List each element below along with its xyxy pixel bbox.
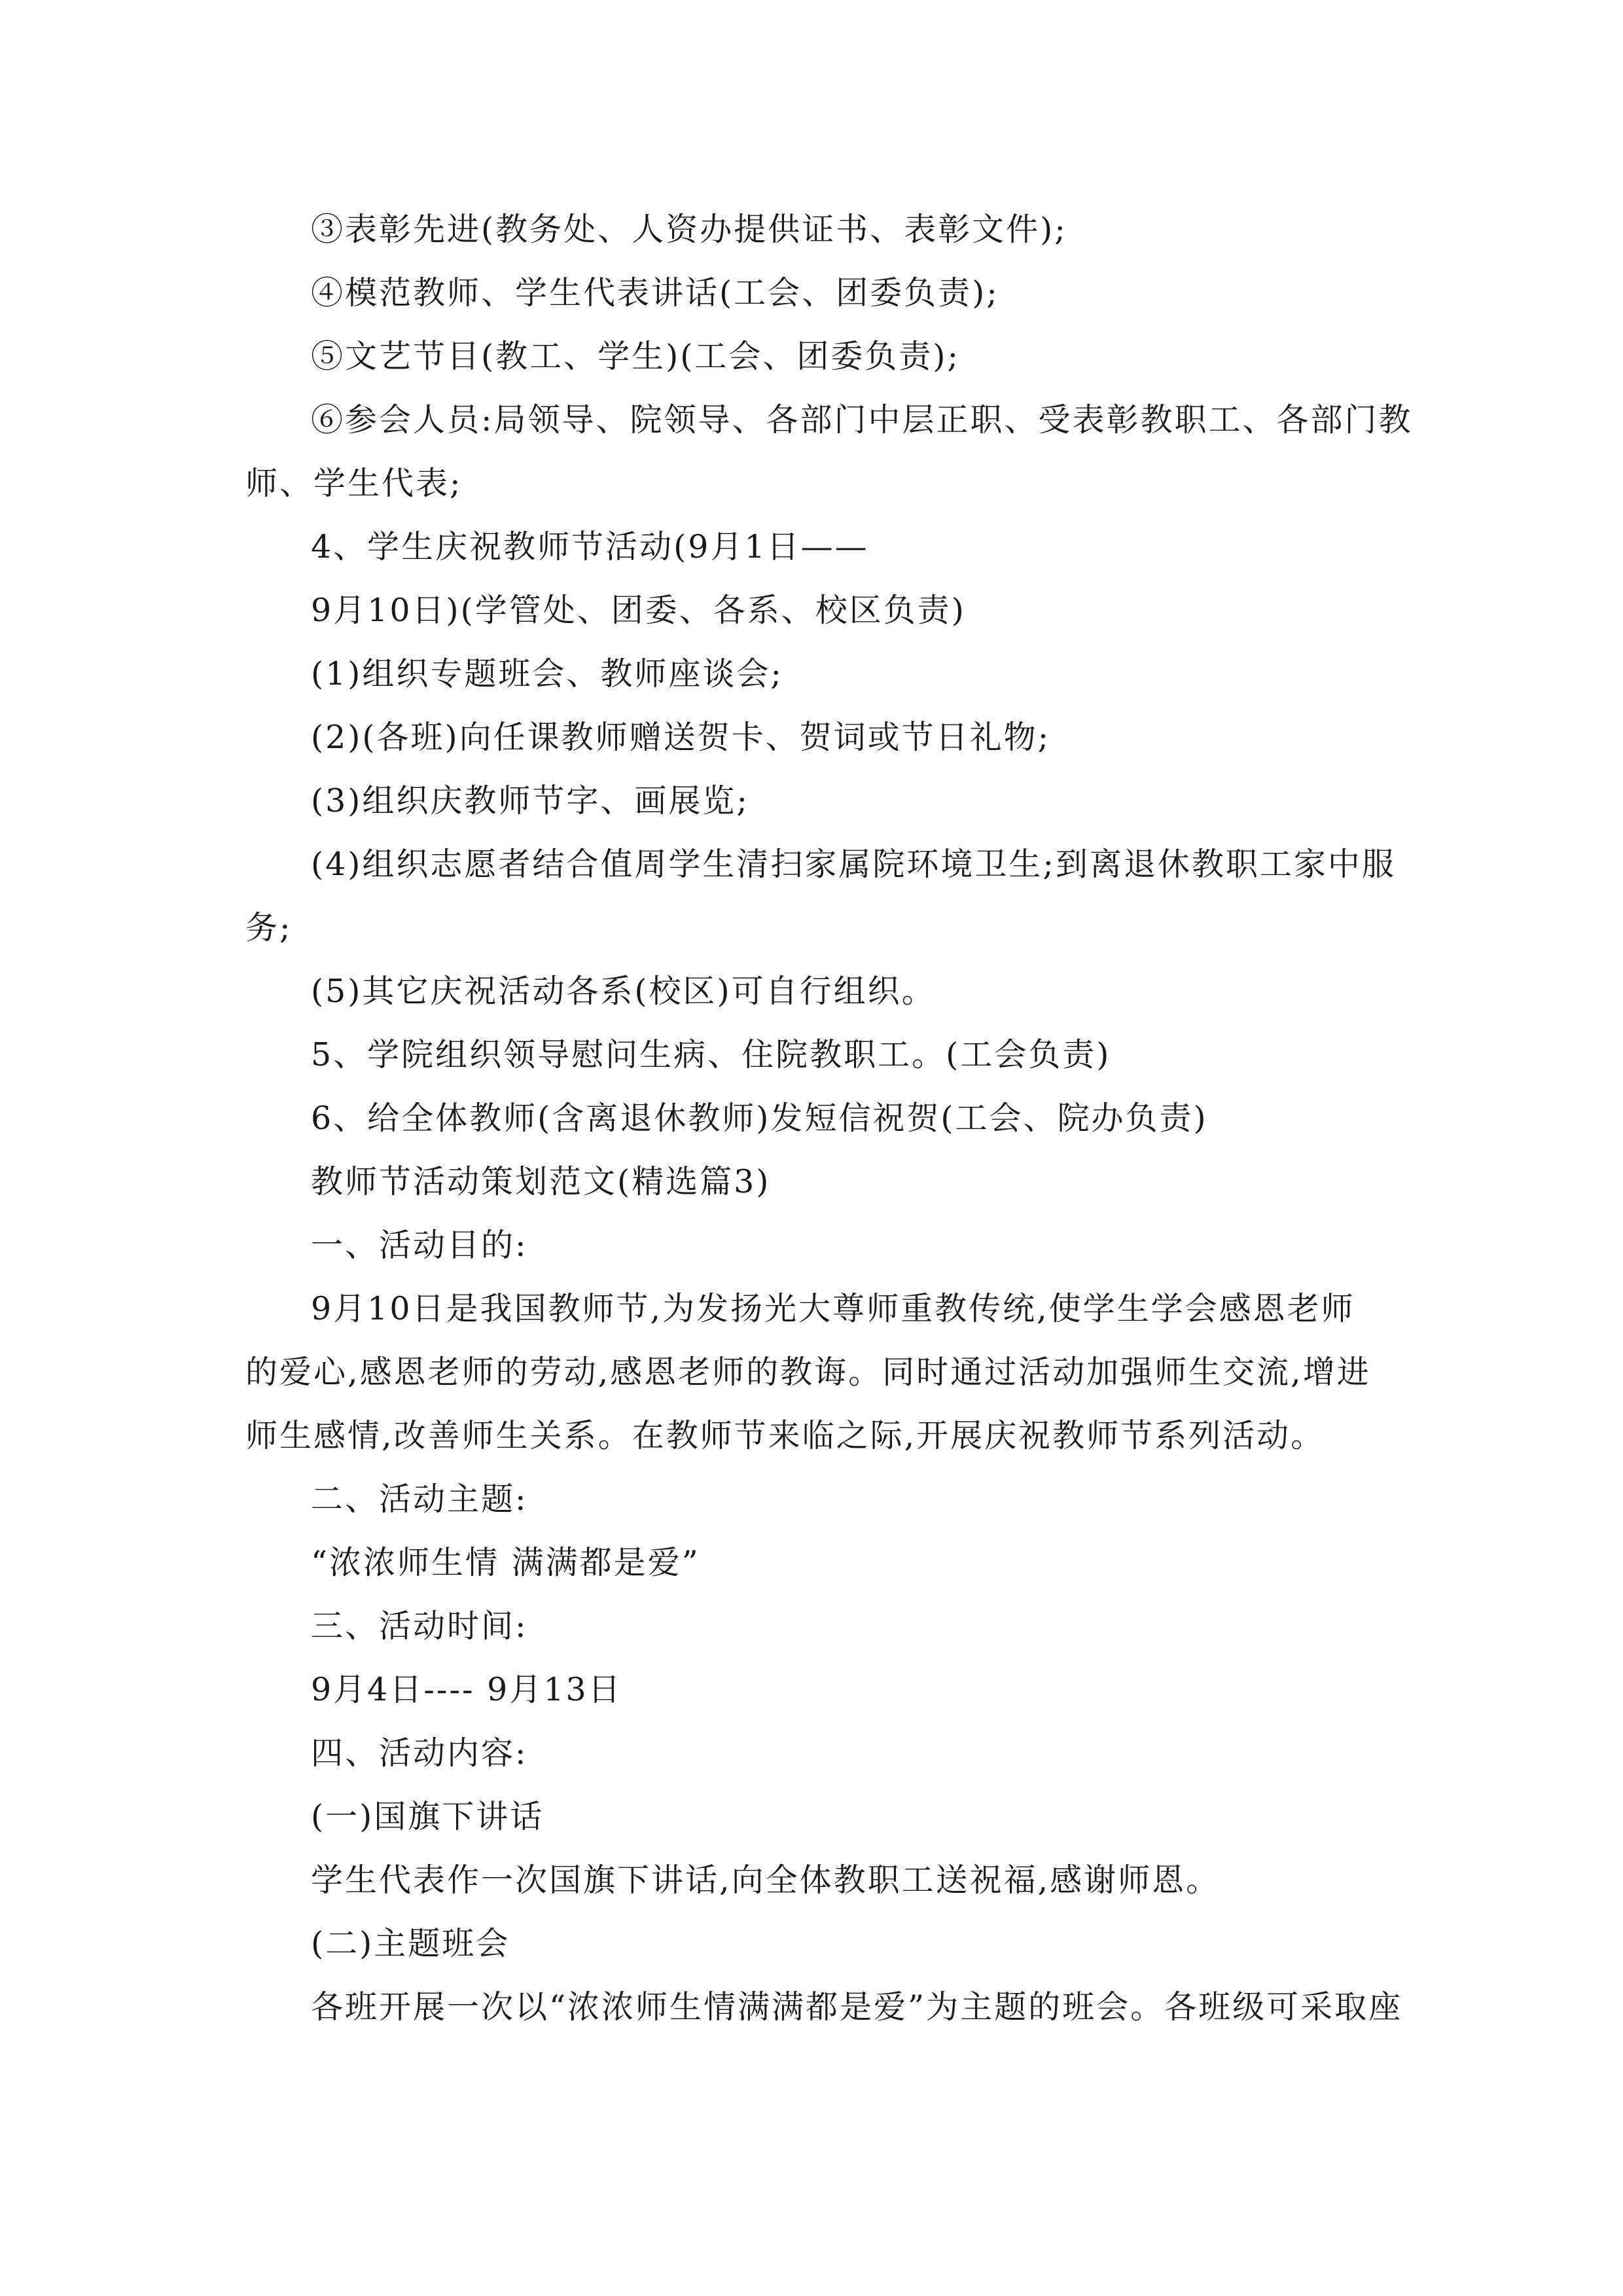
text-line: (二)主题班会 bbox=[311, 1925, 510, 1962]
text-line: ⑤文艺节目(教工、学生)(工会、团委负责); bbox=[311, 338, 960, 375]
text-line: 的爱心,感恩老师的劳动,感恩老师的教诲。同时通过活动加强师生交流,增进 bbox=[245, 1354, 1371, 1391]
text-line: 三、活动时间: bbox=[311, 1607, 528, 1645]
text-line: 一、活动目的: bbox=[311, 1227, 528, 1264]
text-line: (1)组织专题班会、教师座谈会; bbox=[311, 655, 783, 692]
text-line: (3)组织庆教师节字、画展览; bbox=[311, 782, 749, 819]
text-line: 5、学院组织领导慰问生病、住院教职工。(工会负责) bbox=[311, 1036, 1111, 1073]
text-line: ③表彰先进(教务处、人资办提供证书、表彰文件); bbox=[311, 211, 1067, 248]
text-line: 9月10日)(学管处、团委、各系、校区负责) bbox=[311, 592, 966, 629]
text-line: 4、学生庆祝教师节活动(9月1日—— bbox=[311, 528, 869, 565]
text-line: 师生感情,改善师生关系。在教师节来临之际,开展庆祝教师节系列活动。 bbox=[245, 1417, 1325, 1454]
text-line: 学生代表作一次国旗下讲话,向全体教职工送祝福,感谢师恩。 bbox=[311, 1861, 1221, 1899]
text-line: (一)国旗下讲话 bbox=[311, 1798, 544, 1835]
text-line: ⑥参会人员:局领导、院领导、各部门中层正职、受表彰教职工、各部门教 bbox=[311, 401, 1413, 439]
text-line: 9月4日---- 9月13日 bbox=[311, 1671, 622, 1708]
text-line: (2)(各班)向任课教师赠送贺卡、贺词或节日礼物; bbox=[311, 719, 1051, 756]
text-line: 师、学生代表; bbox=[245, 465, 463, 502]
text-line: 务; bbox=[245, 909, 293, 946]
text-line: 各班开展一次以“浓浓师生情满满都是爱”为主题的班会。各班级可采取座 bbox=[311, 1988, 1403, 2026]
section-heading: 教师节活动策划范文(精选篇3) bbox=[311, 1163, 771, 1200]
text-line: ④模范教师、学生代表讲话(工会、团委负责); bbox=[311, 274, 999, 312]
text-line: 二、活动主题: bbox=[311, 1480, 528, 1518]
text-line: 6、给全体教师(含离退休教师)发短信祝贺(工会、院办负责) bbox=[311, 1100, 1208, 1137]
text-line: 9月10日是我国教师节,为发扬光大尊师重教传统,使学生学会感恩老师 bbox=[311, 1290, 1355, 1327]
text-line: 四、活动内容: bbox=[311, 1734, 528, 1772]
text-line: (5)其它庆祝活动各系(校区)可自行组织。 bbox=[311, 973, 936, 1010]
text-line: “浓浓师生情 满满都是爱” bbox=[311, 1544, 700, 1581]
text-line: (4)组织志愿者结合值周学生清扫家属院环境卫生;到离退休教职工家中服 bbox=[311, 846, 1396, 883]
